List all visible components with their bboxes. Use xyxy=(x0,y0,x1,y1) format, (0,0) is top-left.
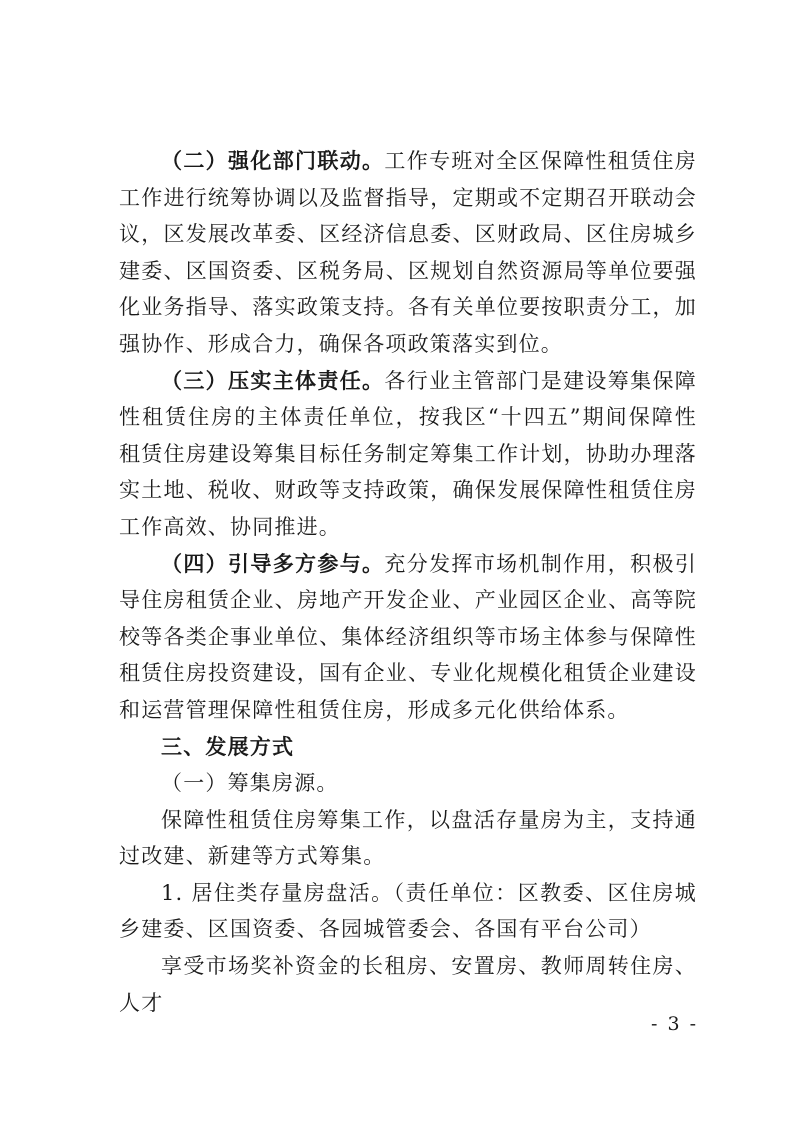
page-number: - 3 - xyxy=(650,1013,698,1035)
paragraph-text: 充分发挥市场机制作用，积极引导住房租赁企业、房地产开发企业、产业园区企业、高等院校等各类企事业单位、集体经济组织等市场主体参与保障性租赁住房投资建设，国有企业、专业化规模化租赁企业建设和运营管理保障性租赁住房，形成多元化供给体系。 xyxy=(119,551,697,722)
paragraph-item-1: 1. 居住类存量房盘活。（责任单位：区教委、区住房城乡建委、区国资委、各园城管委会、各国有平台公司） xyxy=(119,880,697,942)
section-heading: 三、发展方式 xyxy=(161,734,295,759)
paragraph-lead: （二）强化部门联动。 xyxy=(161,149,385,173)
paragraph-text: 工作专班对全区保障性租赁住房工作进行统筹协调以及监督指导，定期或不定期召开联动会议，区发展改革委、区经济信息委、区财政局、区住房城乡建委、区国资委、区税务局、区规划自然资源局等单位要强化业务指导、落实政策支持。各有关单位要按职责分工，加强协作、形成合力，确保各项政策落实到位。 xyxy=(119,149,697,356)
document-body xyxy=(119,143,697,1021)
paragraph-multi-party-participation xyxy=(119,546,697,729)
paragraph-lead: （三）压实主体责任。 xyxy=(161,368,385,393)
paragraph-lead: （四）引导多方参与。 xyxy=(161,551,385,576)
paragraph-department-coordination xyxy=(119,143,697,363)
paragraph-raising-approach: 保障性租赁住房筹集工作，以盘活存量房为主，支持通过改建、新建等方式筹集。 xyxy=(119,807,697,869)
paragraph-text: 各行业主管部门是建设筹集保障性租赁住房的主体责任单位，按我区“十四五”期间保障性租赁住房建设筹集目标任务制定筹集工作计划，协助办理落实土地、税收、财政等支持政策，确保发展保障性租赁住房工作高效、协同推进。 xyxy=(119,368,697,539)
paragraph-main-responsibility xyxy=(119,363,697,546)
paragraph-last-line: 享受市场奖补资金的长租房、安置房、教师周转住房、人才 xyxy=(119,954,697,1015)
subheading-raise-housing: （一）筹集房源。 xyxy=(161,771,339,796)
